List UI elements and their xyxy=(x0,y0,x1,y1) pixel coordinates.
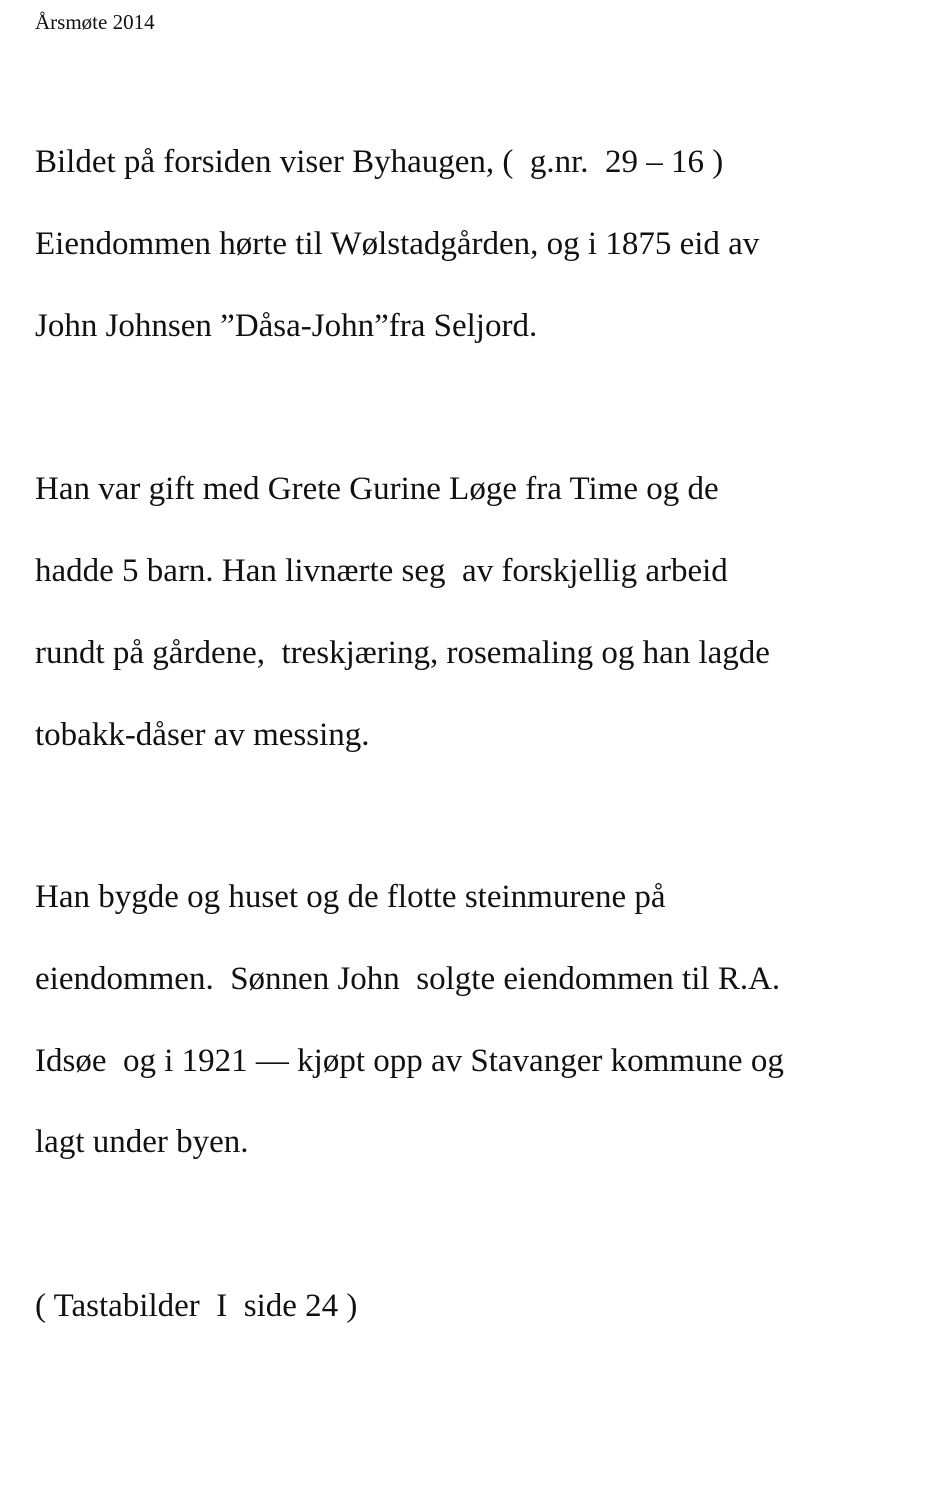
paragraph-line: Han var gift med Grete Gurine Løge fra Time og de xyxy=(35,471,719,507)
paragraph-line: Idsøe og i 1921 — kjøpt opp av Stavanger kommune og xyxy=(35,1043,784,1079)
paragraph-line: tobakk-dåser av messing. xyxy=(35,717,370,753)
page-header: Årsmøte 2014 xyxy=(35,10,155,34)
paragraph-line: Eiendommen hørte til Wølstadgården, og i 1875 eid av xyxy=(35,226,760,262)
paragraph-line: Han bygde og huset og de flotte steinmurene på xyxy=(35,879,666,915)
page-reference: ( Tastabilder I side 24 ) xyxy=(35,1288,358,1324)
paragraph-line: rundt på gårdene, treskjæring, rosemaling og han lagde xyxy=(35,635,770,671)
paragraph-line: lagt under byen. xyxy=(35,1124,249,1160)
paragraph-line: John Johnsen ”Dåsa-John”fra Seljord. xyxy=(35,308,538,344)
paragraph-line: Bildet på forsiden viser Byhaugen, ( g.nr. 29 – 16 ) xyxy=(35,144,724,180)
paragraph-line: eiendommen. Sønnen John solgte eiendommen til R.A. xyxy=(35,961,781,997)
paragraph-line: hadde 5 barn. Han livnærte seg av forskjellig arbeid xyxy=(35,553,728,589)
